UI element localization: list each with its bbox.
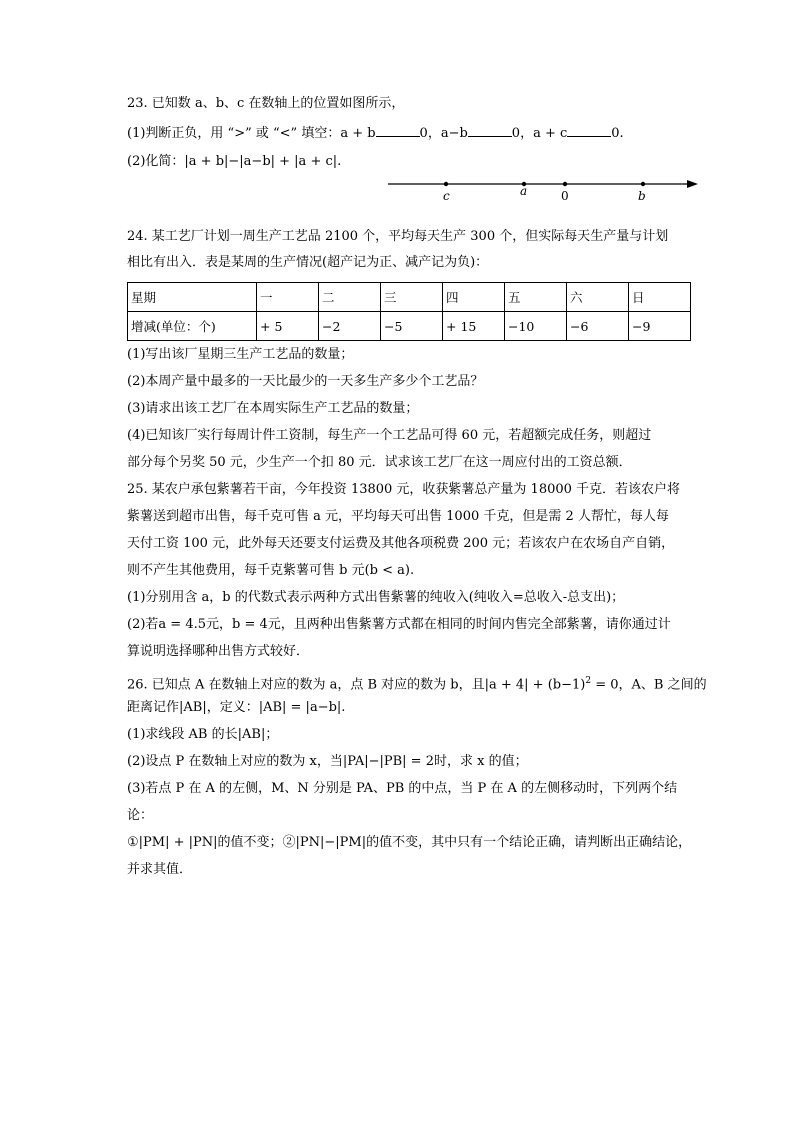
q25-stem-line1: 25. 某农户承包紫薯若干亩，今年投资 13800 元，收获紫薯总产量为 18000 千克．若该农户将 [127, 482, 681, 497]
label-b: b [638, 189, 646, 203]
q25-stem-line2: 紫薯送到超市出售，每千克可售 a 元，平均每天可出售 1000 千克，但是需 2 人帮忙，每人每 [127, 509, 669, 524]
q26-stem-line2: 距离记作|AB|，定义：|AB| = |a−b|. [127, 700, 346, 715]
q23-part1-text-b: 0，a−b [419, 126, 468, 141]
q26-stem-line1 [127, 671, 707, 695]
q25-stem-line4: 则不产生其他费用，每千克紫薯可售 b 元(b < a). [127, 563, 415, 578]
q24-part2: (2)本周产量中最多的一天比最少的一天多生产多少个工艺品？ [127, 374, 484, 389]
q25-part1: (1)分别用含 a，b 的代数式表示两种方式出售紫薯的纯收入(纯收入=总收入-总支出)； [127, 590, 625, 605]
q24-part4-line2: 部分每个另奖 50 元，少生产一个扣 80 元．试求该工艺厂在这一周应付出的工资总额． [127, 455, 632, 470]
table-cell: −9 [629, 312, 691, 341]
table-header-row [128, 283, 691, 312]
label-a: a [520, 184, 528, 198]
q26-part2: (2)设点 P 在数轴上对应的数为 x，当|PA|−|PB| = 2时，求 x 的值； [127, 754, 528, 769]
table-cell: 五 [505, 283, 567, 312]
table-cell: + 15 [443, 312, 505, 341]
table-cell: 日 [629, 283, 691, 312]
table-cell: 六 [567, 283, 629, 312]
table-cell: −5 [381, 312, 443, 341]
q24-stem-line1: 24. 某工艺厂计划一周生产工艺品 2100 个，平均每天生产 300 个，但实际每天生产量与计划 [127, 229, 669, 244]
q23-part1 [127, 124, 624, 144]
label-zero: 0 [561, 189, 569, 203]
q26-part3-line3: ①|PM| + |PN|的值不变；②|PN|−|PM|的值不变，其中只有一个结论正确，请判断出正确结论， [127, 835, 692, 850]
table-row [128, 312, 691, 341]
q23-part1-text-d: 0. [611, 126, 624, 141]
table-cell: 二 [319, 283, 381, 312]
q26-stem-text-a: 26. 已知点 A 在数轴上对应的数为 a，点 B 对应的数为 b，且|a + 4| + (b−1) [127, 677, 586, 693]
point-b-dot [641, 182, 645, 186]
number-line-arrow-icon [687, 180, 698, 188]
table-cell: 四 [443, 283, 505, 312]
label-c: c [443, 189, 450, 203]
q26-part3-line2: 论： [127, 808, 154, 823]
q23-stem: 23. 已知数 a、b、c 在数轴上的位置如图所示， [127, 96, 405, 111]
q26-part3-line4: 并求其值． [127, 862, 193, 877]
number-line-figure [388, 175, 698, 205]
point-c-dot [444, 182, 448, 186]
table-cell: + 5 [257, 312, 319, 341]
q25-part2-line1: (2)若a = 4.5元，b = 4元，且两种出售紫薯方式都在相同的时间内售完全部紫薯，请你通过计 [127, 617, 671, 632]
blank-2[interactable] [468, 124, 512, 137]
q26-part1: (1)求线段 AB 的长|AB|； [127, 727, 279, 742]
table-cell: 增减(单位：个) [128, 312, 257, 341]
blank-1[interactable] [376, 124, 420, 137]
point-zero-dot [563, 182, 567, 186]
q23-part1-text-c: 0，a + c [511, 126, 568, 141]
q23-part2: (2)化简：|a + b|−|a−b| + |a + c|. [127, 154, 342, 169]
table-cell: 三 [381, 283, 443, 312]
q23-part1-text-a: (1)判断正负，用 “>” 或 “<” 填空：a + b [127, 126, 376, 141]
table-cell: −2 [319, 312, 381, 341]
q24-stem-line2: 相比有出入．表是某周的生产情况(超产记为正、减产记为负)： [127, 255, 489, 270]
table-cell: 星期 [128, 283, 257, 312]
q24-part1: (1)写出该厂星期三生产工艺品的数量； [127, 347, 354, 362]
table-cell: −6 [567, 312, 629, 341]
table-cell: 一 [257, 283, 319, 312]
q24-part3: (3)请求出该工艺厂在本周实际生产工艺品的数量； [127, 401, 419, 416]
table-cell: −10 [505, 312, 567, 341]
q26-part3-line1: (3)若点 P 在 A 的左侧，M、N 分别是 PA、PB 的中点，当 P 在 A 的左侧移动时，下列两个结 [127, 781, 678, 796]
q24-part4-line1: (4)已知该厂实行每周计件工资制，每生产一个工艺品可得 60 元，若超额完成任务，则超过 [127, 428, 652, 443]
q26-stem-text-b: = 0，A、B 之间的 [591, 677, 707, 693]
q25-stem-line3: 天付工资 100 元，此外每天还要支付运费及其他各项税费 200 元；若该农户在农场自产自销， [127, 536, 675, 551]
q26-exponent: 2 [585, 676, 592, 686]
q25-part2-line2: 算说明选择哪种出售方式较好． [127, 644, 310, 659]
blank-3[interactable] [567, 124, 611, 137]
production-table [127, 282, 691, 341]
